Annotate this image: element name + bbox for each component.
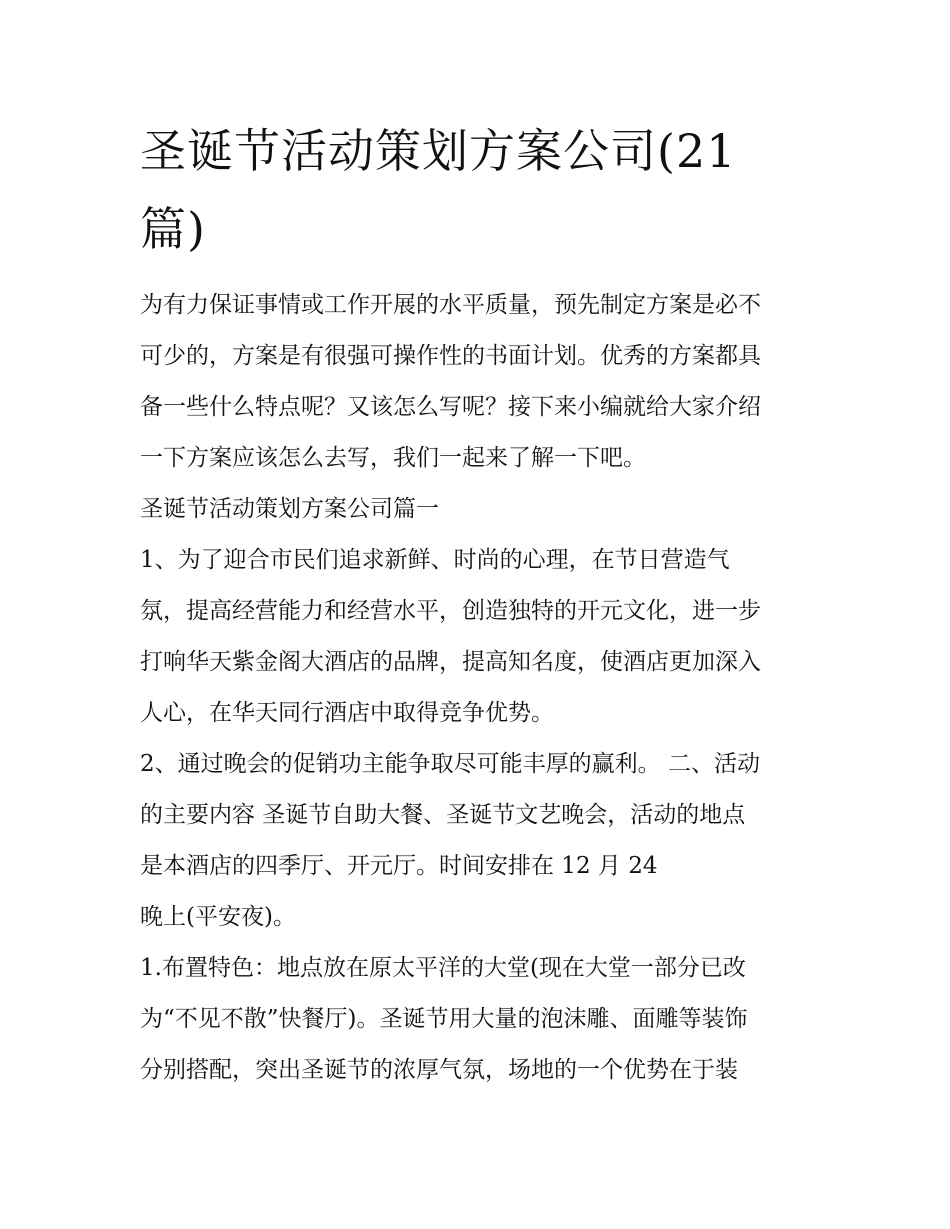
text-line: 的主要内容 圣诞节自助大餐、圣诞节文艺晚会，活动的地点 [140, 802, 746, 828]
text-line: 为“不见不散”快餐厅)。圣诞节用大量的泡沫雕、面雕等装饰 [140, 1006, 748, 1032]
section-heading [140, 484, 820, 535]
text-line: 分别搭配，突出圣诞节的浓厚气氛，场地的一个优势在于装 [140, 1057, 738, 1083]
text-line: 是本酒店的四季厅、开元厅。时间安排在 12 月 24 [140, 853, 658, 879]
text-line: 2、通过晚会的促销功主能争取尽可能丰厚的赢利。 二、活动 [140, 751, 760, 777]
text-line: 1.布置特色：地点放在原太平洋的大堂(现在大堂一部分已改 [140, 955, 746, 981]
intro-paragraph [140, 280, 820, 484]
title-line-1: 圣诞节活动策划方案公司(21 [140, 124, 737, 178]
text-line: 氛，提高经营能力和经营水平，创造独特的开元文化，进一步 [140, 598, 761, 624]
text-line: 1、为了迎合市民们追求新鲜、时尚的心理，在节日营造气 [140, 547, 730, 573]
text-line: 可少的，方案是有很强可操作性的书面计划。优秀的方案都具 [140, 343, 761, 369]
text-line: 为有力保证事情或工作开展的水平质量，预先制定方案是必不 [140, 292, 761, 318]
document-title [140, 112, 820, 268]
text-line: 打响华天紫金阁大酒店的品牌，提高知名度，使酒店更加深入 [140, 649, 761, 675]
item-1-paragraph [140, 535, 820, 739]
section-heading-text: 圣诞节活动策划方案公司篇一 [140, 496, 439, 522]
text-line: 备一些什么特点呢？又该怎么写呢？接下来小编就给大家介绍 [140, 394, 761, 420]
text-line: 晚上(平安夜)。 [140, 904, 296, 930]
document-page [140, 112, 820, 1096]
text-line: 一下方案应该怎么去写，我们一起来了解一下吧。 [140, 445, 646, 471]
title-line-2: 篇) [140, 202, 206, 256]
item-2-paragraph [140, 739, 820, 943]
text-line: 人心，在华天同行酒店中取得竞争优势。 [140, 700, 554, 726]
item-3-paragraph [140, 943, 820, 1096]
